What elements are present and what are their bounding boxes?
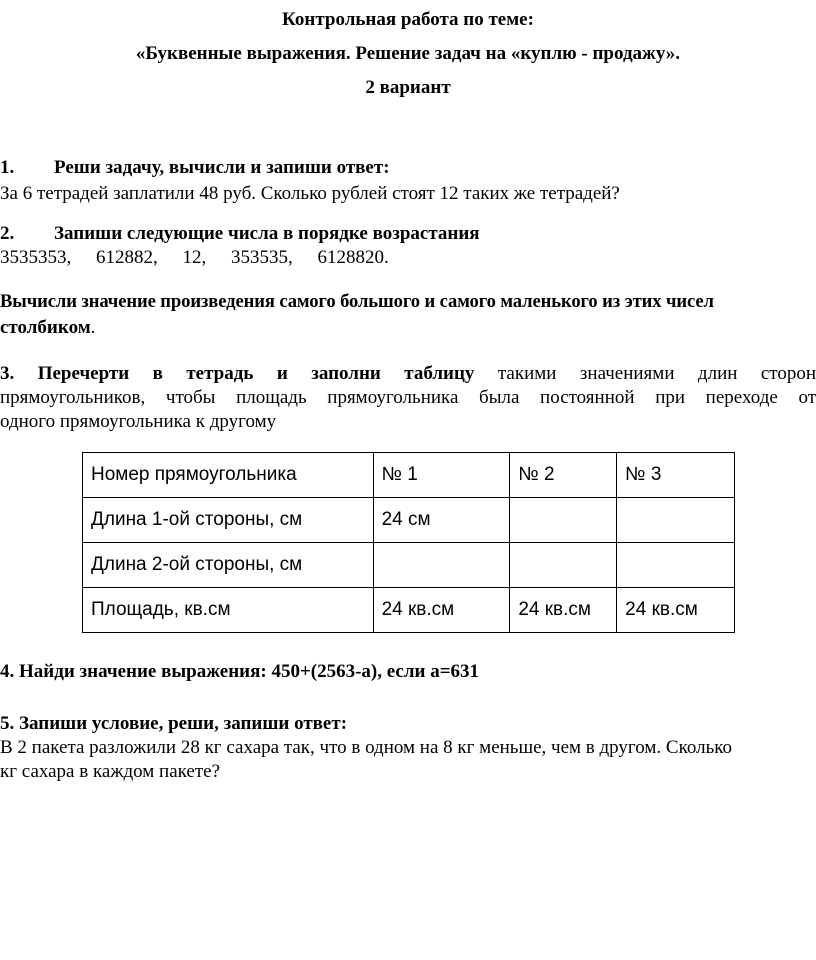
task1-heading (0, 156, 390, 180)
task3-line2: прямоугольников, чтобы площадь прямоугольника была постоянной при переходе от (0, 387, 816, 408)
task1-heading-text: Реши задачу, вычисли и запиши ответ: (54, 157, 390, 178)
table-cell: Номер прямоугольника (83, 453, 374, 498)
table-cell: № 3 (617, 453, 735, 498)
task2-extra-bold: столбиком (0, 317, 91, 338)
task2-heading (0, 222, 480, 246)
table-cell: 24 кв.см (510, 588, 617, 633)
table-row (83, 543, 735, 588)
table-cell (510, 498, 617, 543)
table-cell (510, 543, 617, 588)
task5-heading: 5. Запиши условие, реши, запиши ответ: (0, 713, 348, 734)
table-cell: № 1 (373, 453, 510, 498)
task1-number: 1. (0, 157, 15, 178)
task2-number: 2. (0, 223, 15, 244)
task3-line3: одного прямоугольника к другому (0, 411, 277, 432)
task1-text: За 6 тетрадей заплатили 48 руб. Сколько рублей стоят 12 таких же тетрадей? (0, 183, 620, 204)
task2-extra-line2 (0, 316, 95, 340)
task5-line1: В 2 пакета разложили 28 кг сахара так, что в одном на 8 кг меньше, чем в другом. Сколько (0, 737, 733, 758)
table-row (83, 453, 735, 498)
table-cell: Длина 1-ой стороны, см (83, 498, 374, 543)
table-cell: 24 см (373, 498, 510, 543)
rectangles-table (82, 452, 735, 633)
task2-number-item: 3535353, (0, 247, 72, 268)
task5-line2: кг сахара в каждом пакете? (0, 761, 221, 782)
table-cell: № 2 (510, 453, 617, 498)
table-cell: Площадь, кв.см (83, 588, 374, 633)
table-cell (617, 498, 735, 543)
variant-label: 2 вариант (365, 77, 451, 98)
task2-heading-text: Запиши следующие числа в порядке возрастания (54, 223, 480, 244)
table-row (83, 588, 735, 633)
task3-line1-tail: такими значениями длин сторон (497, 363, 816, 384)
task3-paragraph (0, 362, 816, 434)
task2-number-list (0, 246, 389, 270)
task4-text: 4. Найди значение выражения: 450+(2563-а), если а=631 (0, 661, 480, 682)
table-cell (617, 543, 735, 588)
task3-heading: Перечерти в тетрадь и заполни таблицу (37, 363, 475, 384)
document-title: Контрольная работа по теме: (282, 9, 534, 30)
table-cell: Длина 2-ой стороны, см (83, 543, 374, 588)
table-cell (373, 543, 510, 588)
task2-extra-tail: . (90, 317, 96, 338)
table-row (83, 498, 735, 543)
task3-line1 (0, 362, 816, 386)
document-subtitle: «Буквенные выражения. Решение задач на «куплю - продажу». (135, 43, 681, 64)
table-cell: 24 кв.см (373, 588, 510, 633)
table-cell: 24 кв.см (617, 588, 735, 633)
task2-number-item: 6128820. (317, 247, 389, 268)
task2-number-item: 353535, (231, 247, 293, 268)
task2-number-item: 612882, (96, 247, 158, 268)
task3-number: 3. (0, 363, 15, 384)
task2-extra-line1: Вычисли значение произведения самого большого и самого маленького из этих чисел (0, 291, 714, 312)
task2-number-item: 12, (182, 247, 207, 268)
